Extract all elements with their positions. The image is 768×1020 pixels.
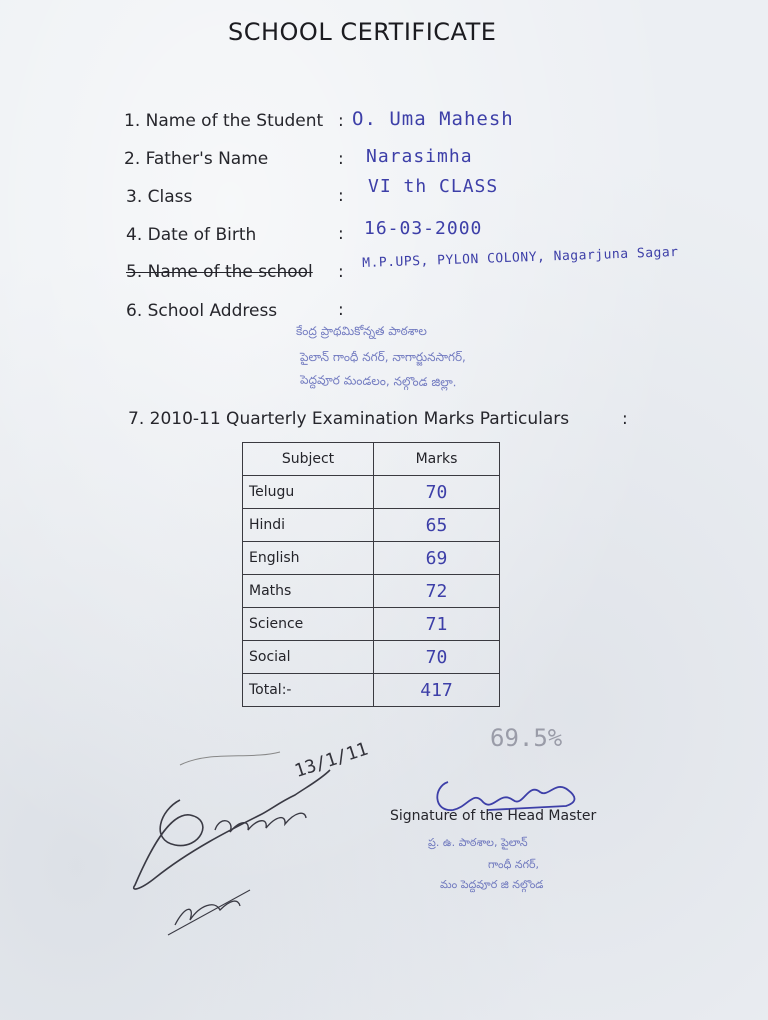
field-colon: :	[338, 149, 344, 169]
total-marks-cell: 417	[374, 674, 500, 707]
table-row	[243, 476, 500, 509]
field-label-class: 3. Class	[126, 187, 193, 207]
field-label-school-name: 5. Name of the school	[126, 262, 313, 282]
marks-cell: 72	[374, 575, 500, 608]
marks-table	[242, 442, 500, 707]
marks-cell: 70	[374, 641, 500, 674]
headmaster-stamp-line: గాంధీ నగర్,	[488, 858, 540, 871]
field-colon: :	[338, 262, 344, 282]
subject-cell: Social	[243, 641, 374, 674]
field-colon: :	[338, 300, 344, 320]
subject-cell: English	[243, 542, 374, 575]
field-value-dob: 16-03-2000	[364, 218, 483, 239]
total-label-cell: Total:-	[243, 674, 374, 707]
headmaster-stamp-line: ప్ర. ఉ. పాఠశాల, పైలాన్	[428, 836, 528, 849]
table-row-total	[243, 674, 500, 707]
marks-heading: 7. 2010-11 Quarterly Examination Marks Particulars	[128, 409, 570, 429]
field-colon: :	[338, 111, 344, 131]
subject-cell: Science	[243, 608, 374, 641]
table-row	[243, 575, 500, 608]
field-value-school-name: M.P.UPS, PYLON COLONY, Nagarjuna Sagar	[362, 244, 679, 271]
field-label-student-name: 1. Name of the Student	[124, 111, 324, 131]
signature-date: 13/1/11	[292, 738, 371, 782]
table-header-row	[243, 443, 500, 476]
address-stamp-line: పెద్దవూర మండలం, నల్గొండ జిల్లా.	[299, 372, 457, 390]
subject-cell: Telugu	[243, 476, 374, 509]
table-row	[243, 509, 500, 542]
field-label-father-name: 2. Father's Name	[124, 149, 269, 169]
field-colon: :	[622, 409, 628, 429]
field-value-student-name: O. Uma Mahesh	[352, 108, 514, 130]
field-colon: :	[338, 186, 344, 206]
field-label-dob: 4. Date of Birth	[126, 225, 257, 245]
marks-cell: 69	[374, 542, 500, 575]
subject-cell: Hindi	[243, 509, 374, 542]
table-row	[243, 542, 500, 575]
marks-cell: 71	[374, 608, 500, 641]
field-value-class: VI th CLASS	[368, 176, 499, 197]
certificate-title: SCHOOL CERTIFICATE	[228, 18, 497, 46]
column-header-subject: Subject	[243, 443, 374, 476]
marks-cell: 65	[374, 509, 500, 542]
address-stamp-line: పైలాన్ గాంధీ నగర్, నాగార్జునసాగర్,	[300, 350, 466, 364]
field-label-school-address: 6. School Address	[126, 301, 278, 321]
table-row	[243, 608, 500, 641]
signature-label: Signature of the Head Master	[390, 808, 597, 824]
class-teacher-signature-icon	[120, 740, 380, 950]
headmaster-stamp-line: మం పెద్దవూర జి నల్గొండ	[440, 878, 544, 891]
subject-cell: Maths	[243, 575, 374, 608]
percentage-note: 69.5%	[490, 724, 563, 752]
table-row	[243, 641, 500, 674]
marks-cell: 70	[374, 476, 500, 509]
field-value-father-name: Narasimha	[366, 146, 473, 167]
address-stamp-line: కేంద్ర ప్రాథమికోన్నత పాఠశాల	[296, 324, 427, 338]
column-header-marks: Marks	[374, 443, 500, 476]
field-colon: :	[338, 224, 344, 244]
